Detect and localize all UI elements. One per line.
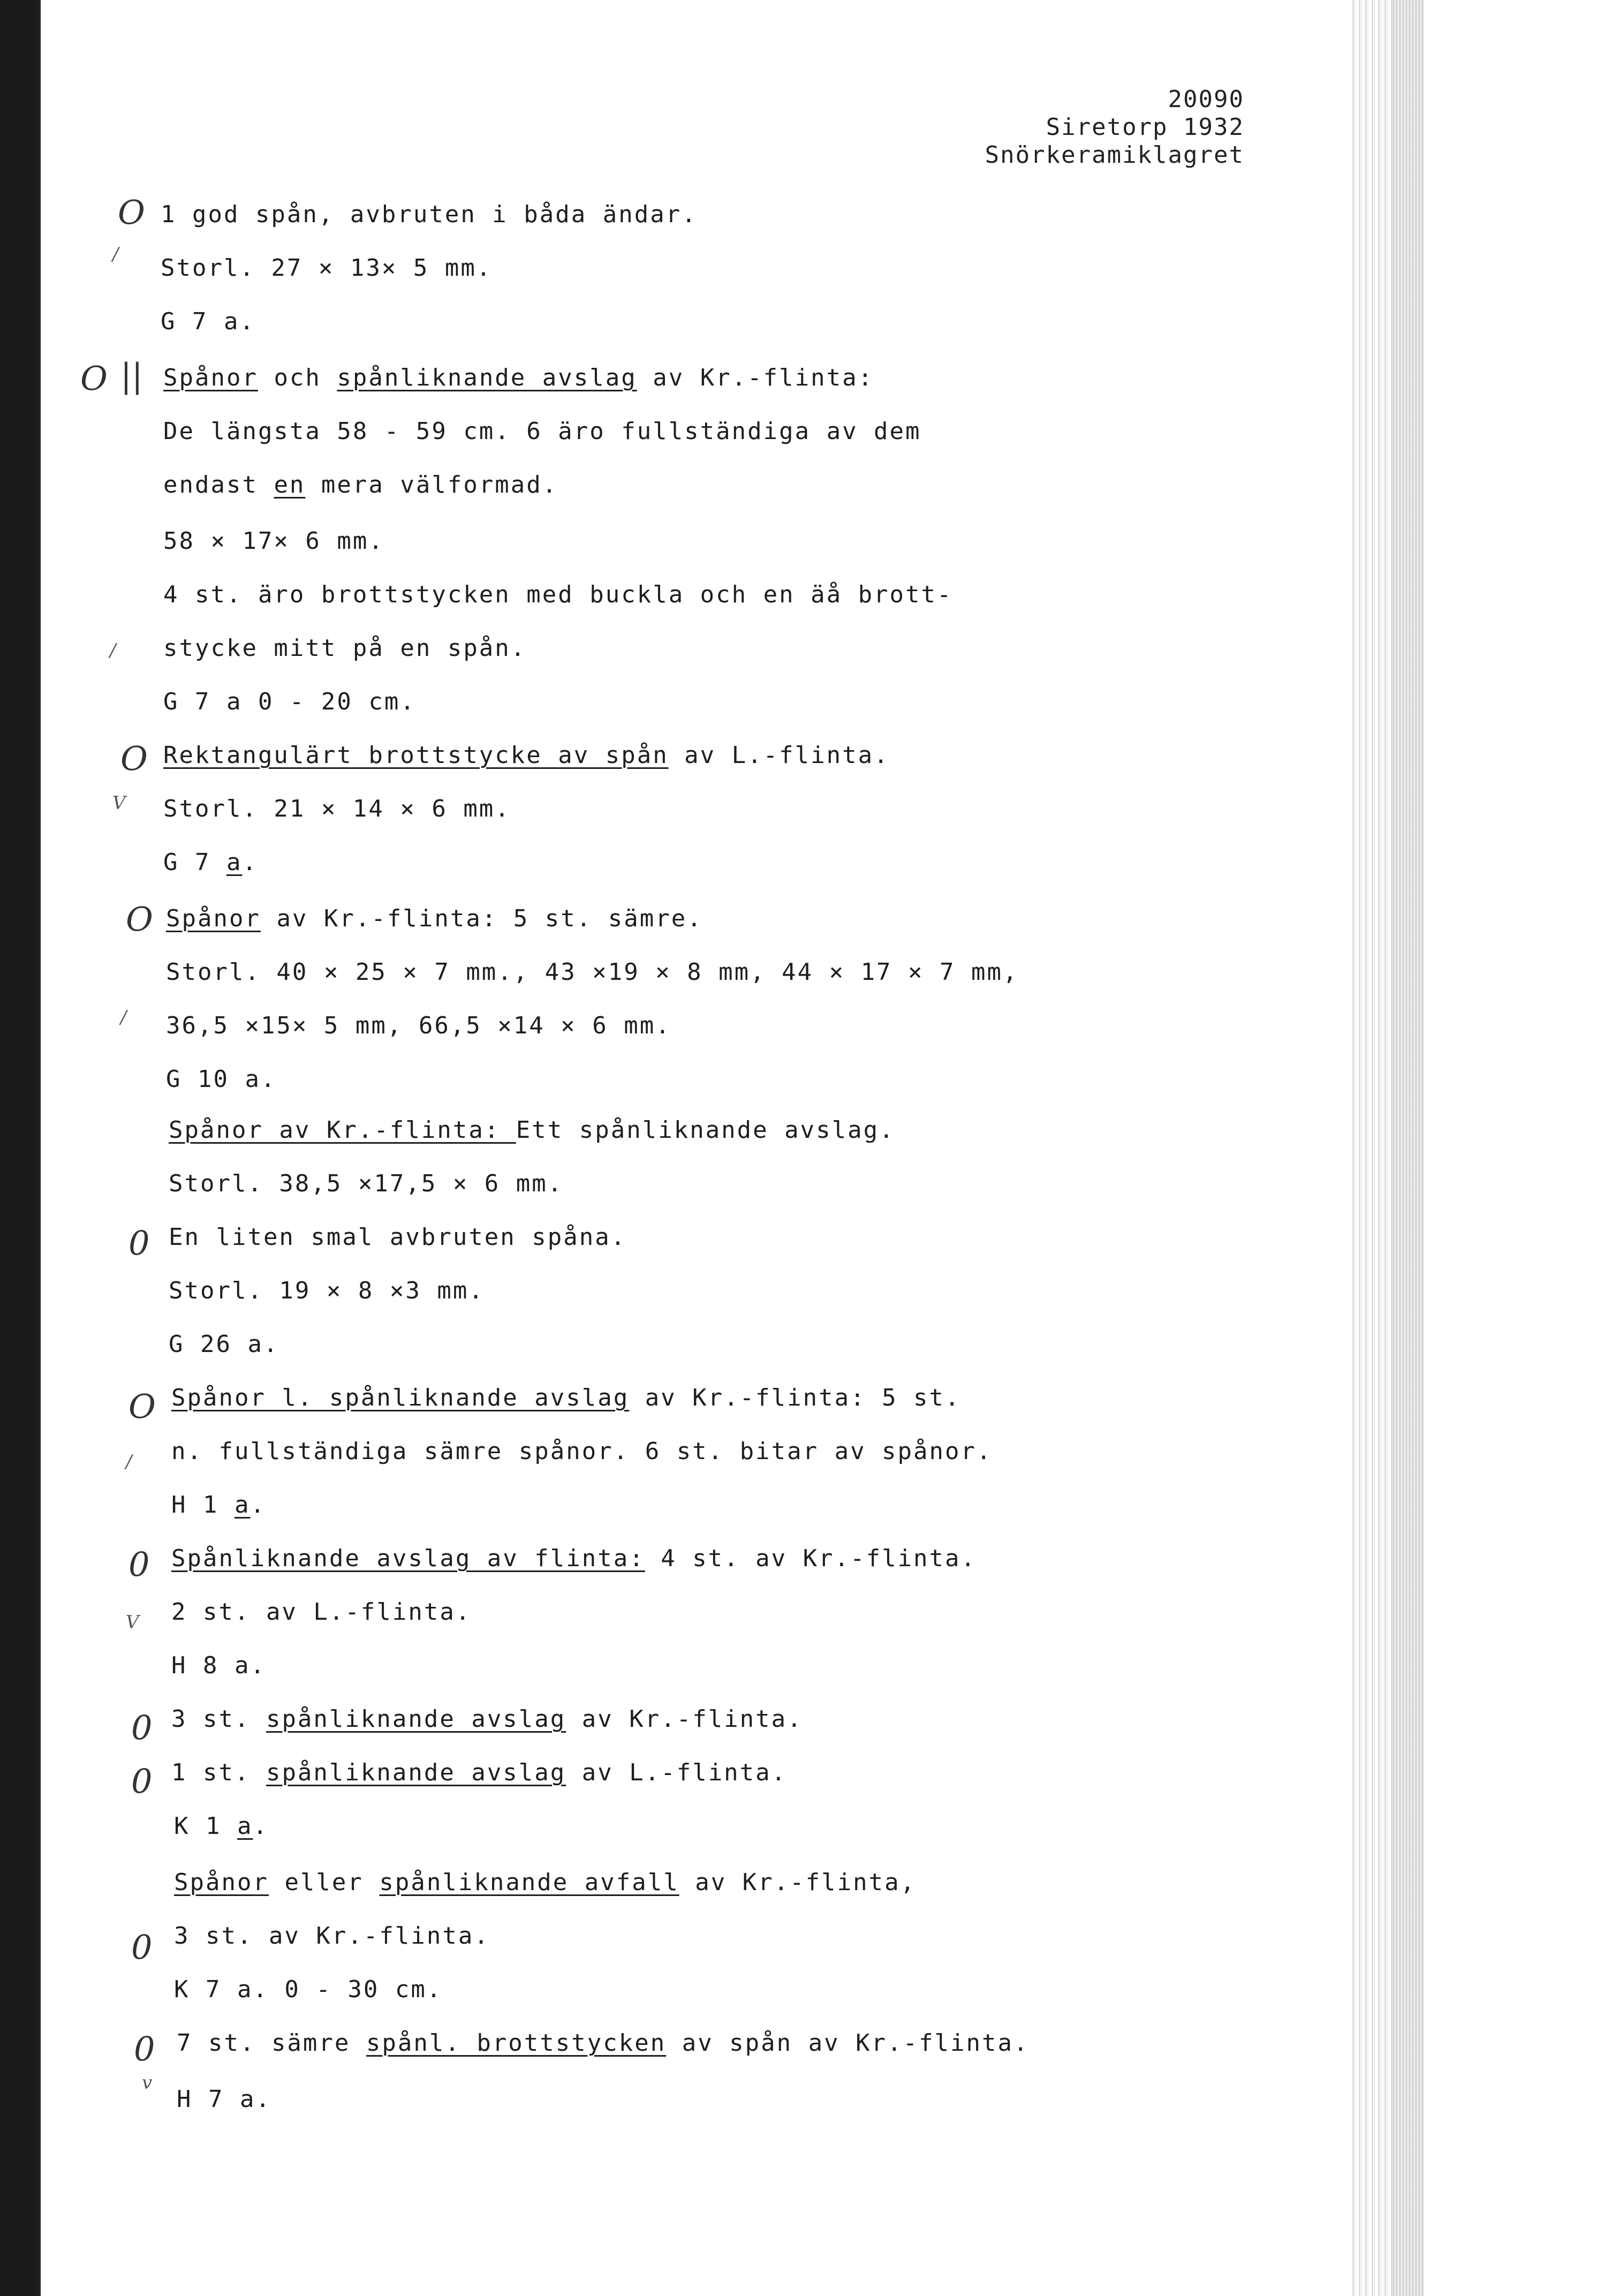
text-line [161,201,698,228]
line-text: . [242,849,258,876]
tick-mark: V [112,792,126,814]
text-line [163,635,526,662]
line-text: av spån av Kr.-flinta. [666,2029,1030,2057]
line-text: Storl. 27 × 13× 5 mm. [161,254,493,282]
text-line [166,958,1018,986]
double-bar-mark: || [120,356,143,395]
underlined-text: Spånor [163,364,258,391]
text-line [177,2086,271,2113]
text-line [163,688,416,715]
underlined-text: Spånor l. spånliknande avslag [171,1384,630,1411]
text-line [171,1545,977,1572]
line-text: stycke mitt på en spån. [163,635,527,662]
underlined-text: Spånor av Kr.-flinta: [169,1116,516,1144]
text-line [163,742,890,769]
line-text: 2 st. av L.-flinta. [171,1598,472,1626]
line-text: G 26 a. [169,1331,279,1358]
line-text: av Kr.-flinta, [679,1869,917,1896]
line-text: 1 god spån, avbruten i båda ändar. [161,201,698,228]
underlined-text: Spånor [166,905,261,932]
line-text: H 8 a. [171,1652,266,1679]
underlined-text: Spånor [174,1869,269,1896]
line-text: H 7 a. [177,2086,271,2113]
text-line [163,795,511,822]
line-text: och [258,364,337,391]
line-text: mera välformad. [305,471,558,499]
line-text: av Kr.-flinta: [637,364,874,391]
tick-mark: / [110,640,116,661]
circle-mark: O [80,359,108,398]
underlined-text: Rektangulärt brottstycke av spån [163,742,669,769]
line-text: Storl. 38,5 ×17,5 × 6 mm. [169,1170,564,1197]
text-line [174,1922,490,1950]
line-text: 58 × 17× 6 mm. [163,527,384,555]
text-line [163,527,384,555]
line-text: endast [163,471,274,499]
tick-mark: V [126,1612,139,1633]
tick-mark: / [112,244,119,265]
circle-mark: O [128,1387,156,1426]
line-text: En liten smal avbruten spåna. [169,1223,627,1251]
line-text: av L.-flinta. [566,1759,788,1786]
underlined-text: spånliknande avslag [266,1705,566,1733]
tick-mark: / [120,1007,127,1028]
line-text: K 1 [174,1812,237,1840]
book-spine [1349,0,1392,2296]
underlined-text: a [226,849,243,876]
site-year: Siretorp 1932 [1046,114,1244,141]
text-line [169,1331,279,1358]
text-line [171,1652,266,1679]
text-line [171,1705,803,1733]
underlined-text: en [274,471,306,499]
line-text: 7 st. sämre [177,2029,366,2057]
background-right [1424,0,1619,2296]
text-line [171,1759,787,1786]
text-line [171,1384,961,1411]
line-text: Storl. 19 × 8 ×3 mm. [169,1277,485,1304]
underlined-text: a [234,1491,251,1519]
circle-mark: 0 [131,1762,153,1801]
text-line [163,471,558,499]
line-text: av Kr.-flinta: 5 st. sämre. [260,905,703,932]
text-line [163,581,953,608]
line-text: H 1 [171,1491,234,1519]
line-text: av Kr.-flinta: 5 st. [629,1384,961,1411]
line-text: 4 st. av Kr.-flinta. [645,1545,977,1572]
tick-mark: / [126,1451,132,1472]
line-text: G 7 a. [161,308,255,335]
text-line [171,1438,993,1465]
text-line [161,308,255,335]
line-text: n. fullständiga sämre spånor. 6 st. bitar av spånor. [171,1438,993,1465]
line-text: eller [268,1869,380,1896]
text-line [163,849,258,876]
circle-mark: 0 [131,1708,153,1747]
circle-mark: 0 [131,1928,153,1967]
line-text: . [253,1812,269,1840]
document-page [37,0,1395,2296]
underlined-text: spånliknande avslag [266,1759,566,1786]
text-line [169,1277,485,1304]
text-line [166,1012,671,1039]
text-line [174,1812,269,1840]
line-text: G 7 a 0 - 20 cm. [163,688,416,715]
underlined-text: spånl. brottstycken [366,2029,667,2057]
line-text: 3 st. [171,1705,266,1733]
underlined-text: a [237,1812,253,1840]
circle-mark: O [120,739,148,778]
line-text: av L.-flinta. [668,742,890,769]
text-line [174,1869,916,1896]
line-text: G 7 [163,849,226,876]
text-line [171,1598,471,1626]
line-text: av Kr.-flinta. [566,1705,803,1733]
text-line [166,1066,276,1093]
line-text: De längsta 58 - 59 cm. 6 äro fullständiga av dem [163,418,921,445]
text-line [163,418,921,445]
circle-mark: O [126,900,153,939]
line-text: Storl. 21 × 14 × 6 mm. [163,795,511,822]
line-text: K 7 a. 0 - 30 cm. [174,1976,443,2003]
text-line [169,1116,895,1144]
text-line [169,1223,626,1251]
text-line [163,364,874,391]
text-line [174,1976,442,2003]
line-text: . [250,1491,266,1519]
circle-mark: 0 [128,1545,150,1584]
line-text: 3 st. av Kr.-flinta. [174,1922,490,1950]
underlined-text: Spånliknande avslag av flinta: [171,1545,645,1572]
circle-mark: O [118,193,145,232]
text-line [166,905,703,932]
page-edges [1392,0,1424,2296]
catalog-number: 20090 [1168,86,1244,113]
tick-mark: v [142,2072,153,2094]
layer-name: Snörkeramiklagret [985,141,1244,169]
line-text: Ett spånliknande avslag. [516,1116,895,1144]
circle-mark: 0 [134,2029,155,2068]
circle-mark: 0 [128,1223,150,1263]
line-text: G 10 a. [166,1066,277,1093]
line-text: Storl. 40 × 25 × 7 mm., 43 ×19 × 8 mm, 44 × 17 × 7 mm, [166,958,1019,986]
underlined-text: spånliknande avslag [337,364,637,391]
text-line [161,254,492,282]
document-header [985,86,1244,169]
line-text: 36,5 ×15× 5 mm, 66,5 ×14 × 6 mm. [166,1012,671,1039]
line-text: 1 st. [171,1759,266,1786]
underlined-text: spånliknande avfall [379,1869,679,1896]
text-line [177,2029,1030,2057]
line-text: 4 st. äro brottstycken med buckla och en äå brott- [163,581,953,608]
text-line [171,1491,266,1519]
text-line [169,1170,563,1197]
